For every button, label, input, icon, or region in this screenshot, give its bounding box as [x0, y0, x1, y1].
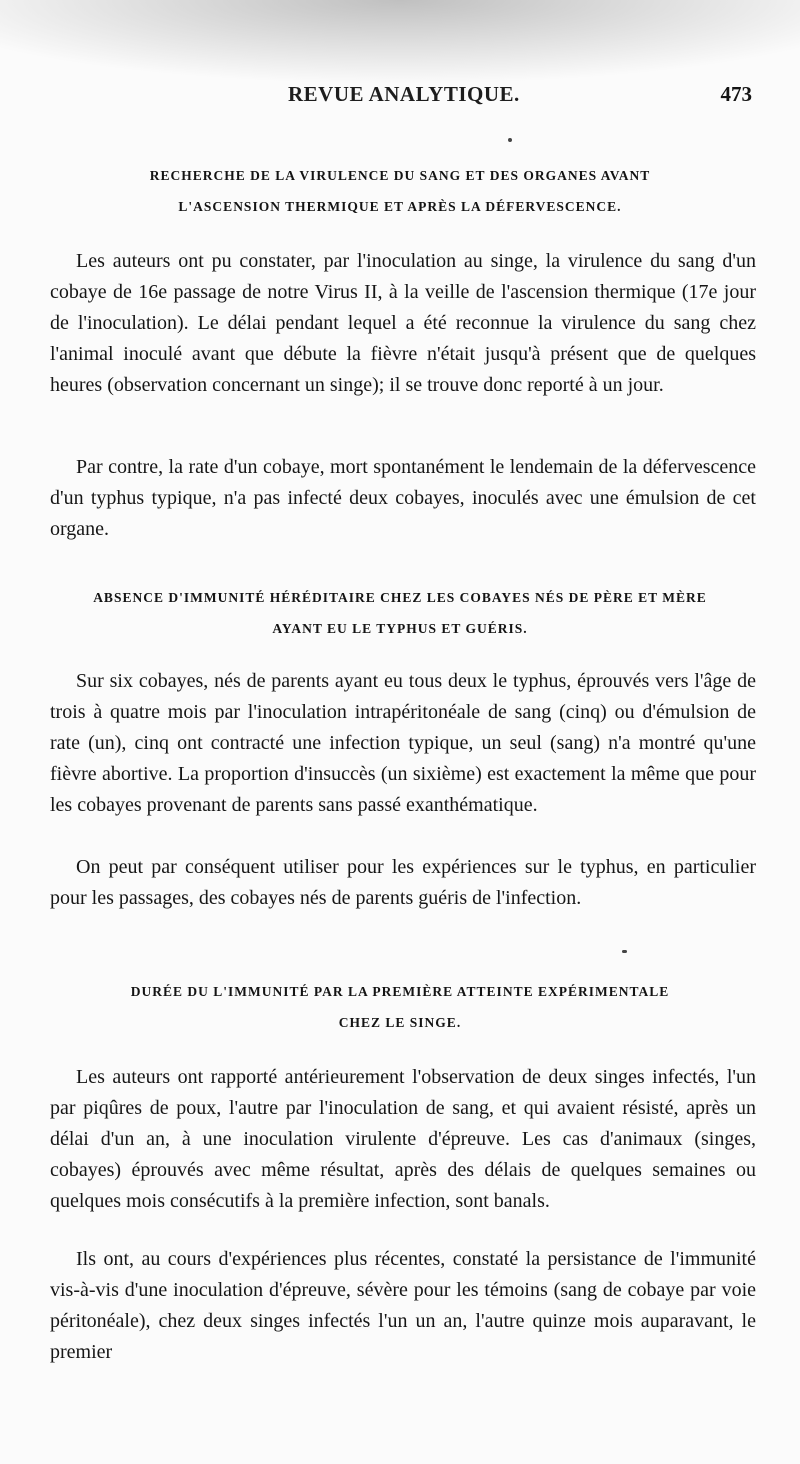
paragraph: Les auteurs ont rapporté antérieurement l'observation de deux singes infectés, l'un par piqûres de poux, l'autre par l'inoculation de sang, et qui avaient résisté, après un délai d'un an, à une inoculation virulente d'épreuve. Les cas d'animaux (singes, cobayes) éprouvés avec même résultat, après des délais de quelques semaines ou quelques mois consécutifs à la première infection, sont banals.	[50, 1066, 756, 1212]
paragraph: On peut par conséquent utiliser pour les expériences sur le typhus, en particulier pour les passages, des cobayes nés de parents guéris de l'infection.	[50, 856, 756, 909]
section-heading-line: CHEZ LE SINGE.	[338, 1015, 462, 1030]
running-title: REVUE ANALYTIQUE.	[288, 82, 520, 106]
paragraph: Ils ont, au cours d'expériences plus récentes, constaté la persistance de l'immunité vis-à-vis d'une inoculation d'épreuve, sévère pour les témoins (sang de cobaye par voie péritonéale), chez deux singes infectés l'un un an, l'autre quinze mois auparavant, le premier	[50, 1248, 756, 1363]
paragraph: Sur six cobayes, nés de parents ayant eu tous deux le typhus, éprouvés vers l'âge de trois à quatre mois par l'inoculation intrapéritonéale de sang (cinq) ou d'émulsion de rate (un), cinq ont contracté une infection typique, un seul (sang) n'a montré qu'une fièvre abortive. La proportion d'insuccès (un sixième) est exactement la même que pour les cobayes provenant de parents sans passé exanthématique.	[50, 670, 756, 816]
paragraph: Les auteurs ont pu constater, par l'inoculation au singe, la virulence du sang d'un cobaye de 16e passage de notre Virus II, à la veille de l'ascension thermique (17e jour de l'inoculation). Le délai pendant lequel a été reconnue la virulence du sang chez l'animal inoculé avant que débute la fièvre n'était jusqu'à présent que de quelques heures (observation concernant un singe); il se trouve donc reporté à un jour.	[50, 250, 756, 396]
section-heading-line: ABSENCE D'IMMUNITÉ HÉRÉDITAIRE CHEZ LES COBAYES NÉS DE PÈRE ET MÈRE	[93, 590, 707, 605]
section-heading-line: RECHERCHE DE LA VIRULENCE DU SANG ET DES ORGANES AVANT	[149, 168, 651, 183]
section-heading-line: L'ASCENSION THERMIQUE ET APRÈS LA DÉFERVESCENCE.	[178, 199, 622, 214]
scan-speck	[508, 138, 512, 142]
section-heading-line: DURÉE DU L'IMMUNITÉ PAR LA PREMIÈRE ATTEINTE EXPÉRIMENTALE	[130, 984, 670, 999]
section-heading-line: AYANT EU LE TYPHUS ET GUÉRIS.	[272, 621, 528, 636]
paragraph: Par contre, la rate d'un cobaye, mort spontanément le lendemain de la défervescence d'un typhus typique, n'a pas infecté deux cobayes, inoculés avec une émulsion de cet organe.	[50, 456, 756, 540]
page-header	[0, 82, 800, 116]
scan-speck	[622, 950, 627, 953]
page-number: 473	[720, 82, 752, 106]
